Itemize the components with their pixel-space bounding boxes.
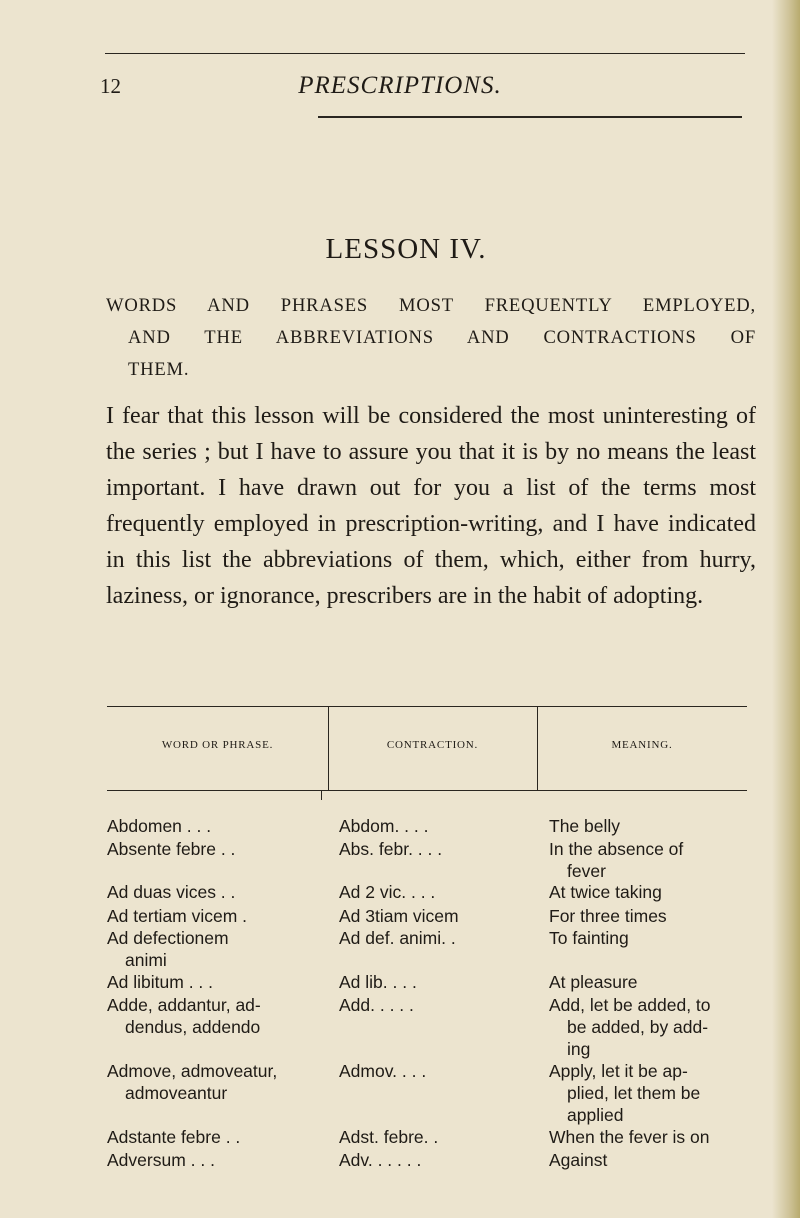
meaning-cell-line: In the absence of (549, 839, 684, 859)
meaning-cell-line: be added, by add- (567, 1017, 709, 1037)
column-header-meaning: MEANING. (611, 739, 673, 751)
meaning-cell-line: To fainting (549, 928, 629, 948)
meaning-cell-line: At twice taking (549, 882, 662, 902)
word-cell-line: Adversum . . . (107, 1150, 215, 1170)
meaning-cell-line: Apply, let it be ap- (549, 1061, 688, 1081)
column-header-contraction: CONTRACTION. (386, 739, 479, 751)
word-cell-line: Ad libitum . . . (107, 972, 214, 992)
top-rule (105, 53, 745, 54)
contraction-cell: Abdom. . . . (339, 816, 429, 836)
contraction-cell: Adst. febre. . (339, 1127, 439, 1147)
contraction-cell: Ad def. animi. . (339, 928, 456, 948)
column-divider-stub (321, 790, 322, 800)
meaning-cell-line: Against (549, 1150, 608, 1170)
contraction-cell: Ad lib. . . . (339, 972, 417, 992)
page-edge-shadow (772, 0, 800, 1218)
table-top-rule (107, 706, 747, 707)
meaning-cell-line: Add, let be added, to (549, 995, 711, 1015)
meaning-cell-line: fever (567, 861, 606, 881)
word-cell-line: Ad duas vices . . (107, 882, 236, 902)
subtitle-line-2: AND THE ABBREVIATIONS AND CONTRACTIONS OF (128, 327, 756, 348)
word-cell-line: animi (125, 950, 167, 970)
word-cell-line: Absente febre . . (107, 839, 236, 859)
lesson-title: LESSON IV. (325, 233, 487, 265)
meaning-cell-line: ing (567, 1039, 591, 1059)
contraction-cell: Admov. . . . (339, 1061, 427, 1081)
contraction-cell: Add. . . . . (339, 995, 414, 1015)
lesson-subtitle (106, 290, 756, 386)
subtitle-line-3: THEM. (128, 359, 190, 380)
contraction-cell: Ad 3tiam vicem (339, 906, 459, 926)
meaning-cell-line: When the fever is on (549, 1127, 710, 1147)
meaning-cell-line: plied, let them be (567, 1083, 701, 1103)
meaning-cell-line: For three times (549, 906, 667, 926)
contraction-cell: Adv. . . . . . (339, 1150, 422, 1170)
word-cell-line: Ad defectionem (107, 928, 229, 948)
meaning-cell-line: At pleasure (549, 972, 638, 992)
contraction-cell: Ad 2 vic. . . . (339, 882, 436, 902)
table-header-rule (107, 790, 747, 791)
running-title: PRESCRIPTIONS. (298, 72, 502, 99)
word-cell-line: admoveantur (125, 1083, 228, 1103)
column-header-word: WORD OR PHRASE. (161, 739, 274, 751)
word-cell-line: Ad tertiam vicem . (107, 906, 248, 926)
page-number: 12 (100, 74, 121, 98)
word-cell-line: Adstante febre . . (107, 1127, 241, 1147)
word-cell-line: Abdomen . . . (107, 816, 212, 836)
word-cell-line: Admove, admoveatur, (107, 1061, 278, 1081)
meaning-cell-line: The belly (549, 816, 621, 836)
word-cell-line: dendus, addendo (125, 1017, 261, 1037)
word-cell-line: Adde, addantur, ad- (107, 995, 261, 1015)
header-rule (318, 116, 742, 118)
intro-paragraph: I fear that this lesson will be considered the most uninteresting of the series ; but I have to assure you that it is by no means the least important. I have drawn out for you a list of the terms most frequently employed in prescription-writing, and I have indicated in this list the abbreviations of them, which, either from hurry, laziness, or ignorance, prescribers are in the habit of adopting. (106, 403, 756, 609)
meaning-cell-line: applied (567, 1105, 624, 1125)
subtitle-line-1: WORDS AND PHRASES MOST FREQUENTLY EMPLOYED, (106, 295, 756, 316)
contraction-cell: Abs. febr. . . . (339, 839, 443, 859)
